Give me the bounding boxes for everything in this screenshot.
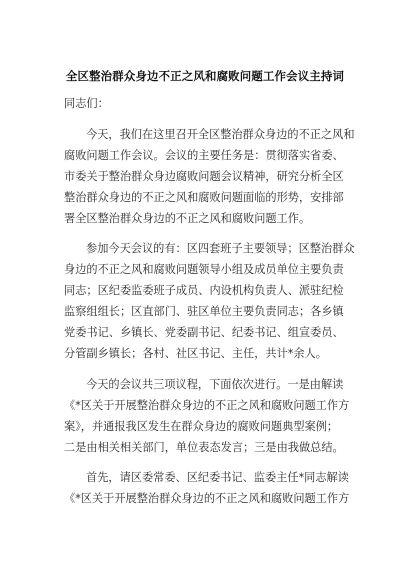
- paragraph-line: 《*区关于开展整治群众身边的不正之风和腐败问题工作方: [64, 399, 350, 412]
- salutation: 同志们：: [64, 97, 109, 110]
- paragraph-line: 身边的不正之风和腐败问题领导小组及成员单位主要负责: [64, 263, 344, 276]
- paragraph-line: 今天，我们在这里召开全区整治群众身边的不正之风和: [86, 128, 355, 141]
- paragraph-line: 市委关于整治群众身边腐败问题会议精神，研究分析全区: [64, 170, 344, 183]
- paragraph-line: 监察组组长；区直部门、驻区单位主要负责同志；各乡镇: [64, 305, 344, 318]
- paragraph-line: 二是由相关相关部门，单位表态发言；三是由我做总结。: [64, 441, 344, 454]
- paragraph-line: 参加今天会议的有：区四套班子主要领导；区整治群众: [86, 242, 355, 255]
- paragraph-line: 腐败问题工作会议。会议的主要任务是：贯彻落实省委、: [64, 149, 344, 162]
- paragraph-line: 《*区关于开展整治群众身边的不正之风和腐败问题工作方: [64, 492, 350, 505]
- paragraph-line: 党委书记、乡镇长、党委副书记、纪委书记、组宣委员、: [64, 326, 344, 339]
- paragraph-line: 署全区整治群众身边的不正之风和腐败问题工作。: [64, 212, 311, 225]
- paragraph-line: 案》，并通报我区发生在群众身边的腐败问题典型案例；: [64, 420, 339, 433]
- paragraph-line: 同志；区纪委监委班子成员、内设机构负责人、派驻纪检: [64, 284, 344, 297]
- paragraph-line: 首先，请区委常委、区纪委书记、监委主任*同志解读: [86, 471, 349, 484]
- paragraph-line: 今天的会议共三项议程，下面依次进行。一是由解读: [86, 378, 344, 391]
- document-title: 全区整治群众身边不正之风和腐败问题工作会议主持词: [65, 69, 345, 83]
- paragraph-line: 整治群众身边的不正之风和腐败问题面临的形势，安排部: [64, 191, 344, 204]
- paragraph-line: 分管副乡镇长；各村、社区书记、主任，共计*余人。: [64, 347, 327, 360]
